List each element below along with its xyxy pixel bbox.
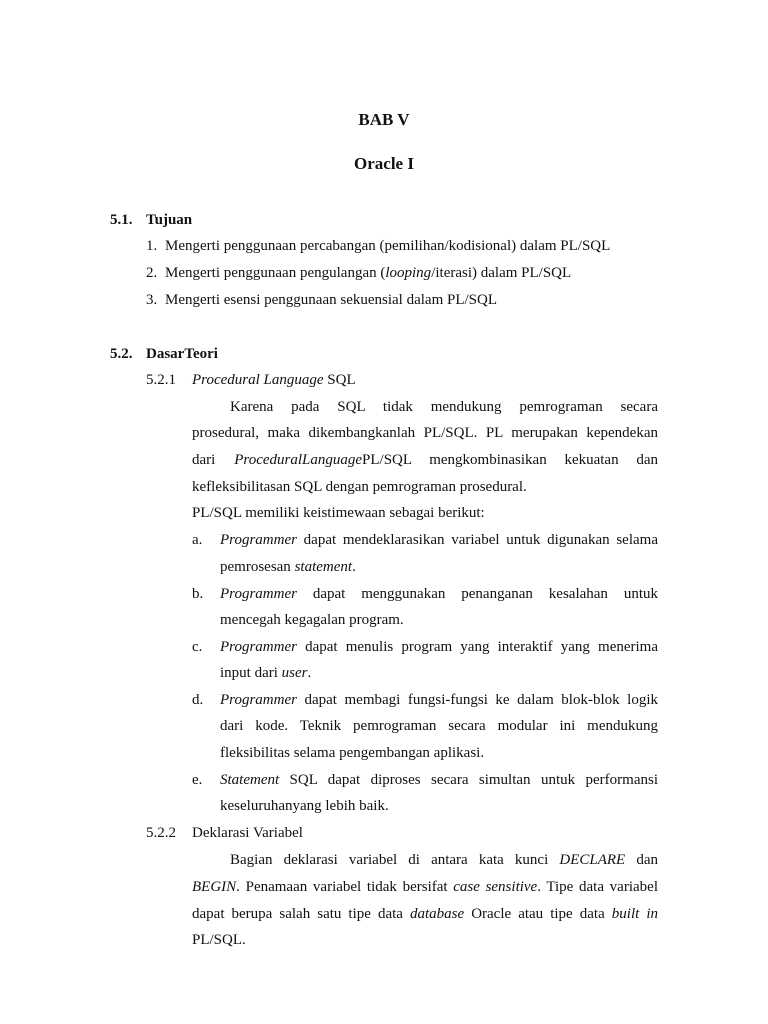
list-text: Mengerti esensi penggunaan sekuensial dalam PL/SQL xyxy=(165,292,498,308)
paragraph-line: PL/SQL memiliki keistimewaan sebagai berikut: xyxy=(192,505,485,521)
chapter-heading: BAB V xyxy=(358,110,410,129)
list-text: pemrosesan statement. xyxy=(220,559,356,575)
paragraph-line: dari ProceduralLanguagePL/SQL mengkombinasikan kekuatan dan xyxy=(192,452,658,468)
list-number: 1. xyxy=(146,238,158,254)
list-text: Programmer dapat menulis program yang interaktif yang menerima xyxy=(220,639,658,655)
paragraph-line: PL/SQL. xyxy=(192,932,246,948)
list-number: 2. xyxy=(146,265,158,281)
list-number: 3. xyxy=(146,292,158,308)
paragraph-line: Bagian deklarasi variabel di antara kata kunci DECLARE dan xyxy=(230,852,658,868)
section-number: 5.2. xyxy=(110,346,133,362)
paragraph-line: kefleksibilitasan SQL dengan pemrograman prosedural. xyxy=(192,479,527,495)
list-text: fleksibilitas selama pengembangan aplikasi. xyxy=(220,745,485,761)
list-text: input dari user. xyxy=(220,665,312,681)
section-heading: Tujuan xyxy=(146,212,193,228)
list-letter: a. xyxy=(192,532,203,548)
list-text: keseluruhanyang lebih baik. xyxy=(220,798,389,814)
section-number: 5.1. xyxy=(110,212,133,228)
list-letter: c. xyxy=(192,639,203,655)
list-text: Programmer dapat menggunakan penanganan kesalahan untuk xyxy=(220,586,658,602)
list-letter: d. xyxy=(192,692,204,708)
list-text: dari kode. Teknik pemrograman secara modular ini mendukung xyxy=(220,718,658,734)
section-heading: DasarTeori xyxy=(146,346,218,362)
list-text: Mengerti penggunaan pengulangan (looping/iterasi) dalam PL/SQL xyxy=(165,265,572,281)
paragraph-line: dapat berupa salah satu tipe data database Oracle atau tipe data built in xyxy=(192,906,658,922)
list-text: Programmer dapat mendeklarasikan variabel untuk digunakan selama xyxy=(220,532,658,548)
list-letter: b. xyxy=(192,586,204,602)
subsection-number: 5.2.1 xyxy=(146,372,176,388)
paragraph-line: Karena pada SQL tidak mendukung pemrograman secara xyxy=(230,399,658,415)
list-text: Statement SQL dapat diproses secara simultan untuk performansi xyxy=(220,772,658,788)
subsection-number: 5.2.2 xyxy=(146,825,176,841)
subsection-title: Procedural Language SQL xyxy=(192,372,356,388)
paragraph-line: BEGIN. Penamaan variabel tidak bersifat case sensitive. Tipe data variabel xyxy=(192,879,658,895)
list-text: Programmer dapat membagi fungsi-fungsi ke dalam blok-blok logik xyxy=(220,692,658,708)
list-letter: e. xyxy=(192,772,203,788)
list-text: Mengerti penggunaan percabangan (pemilihan/kodisional) dalam PL/SQL xyxy=(165,238,611,254)
page-title: Oracle I xyxy=(354,154,414,173)
list-text: mencegah kegagalan program. xyxy=(220,612,404,628)
paragraph-line: prosedural, maka dikembangkanlah PL/SQL. PL merupakan kependekan xyxy=(192,425,658,441)
subsection-title: Deklarasi Variabel xyxy=(192,825,303,841)
